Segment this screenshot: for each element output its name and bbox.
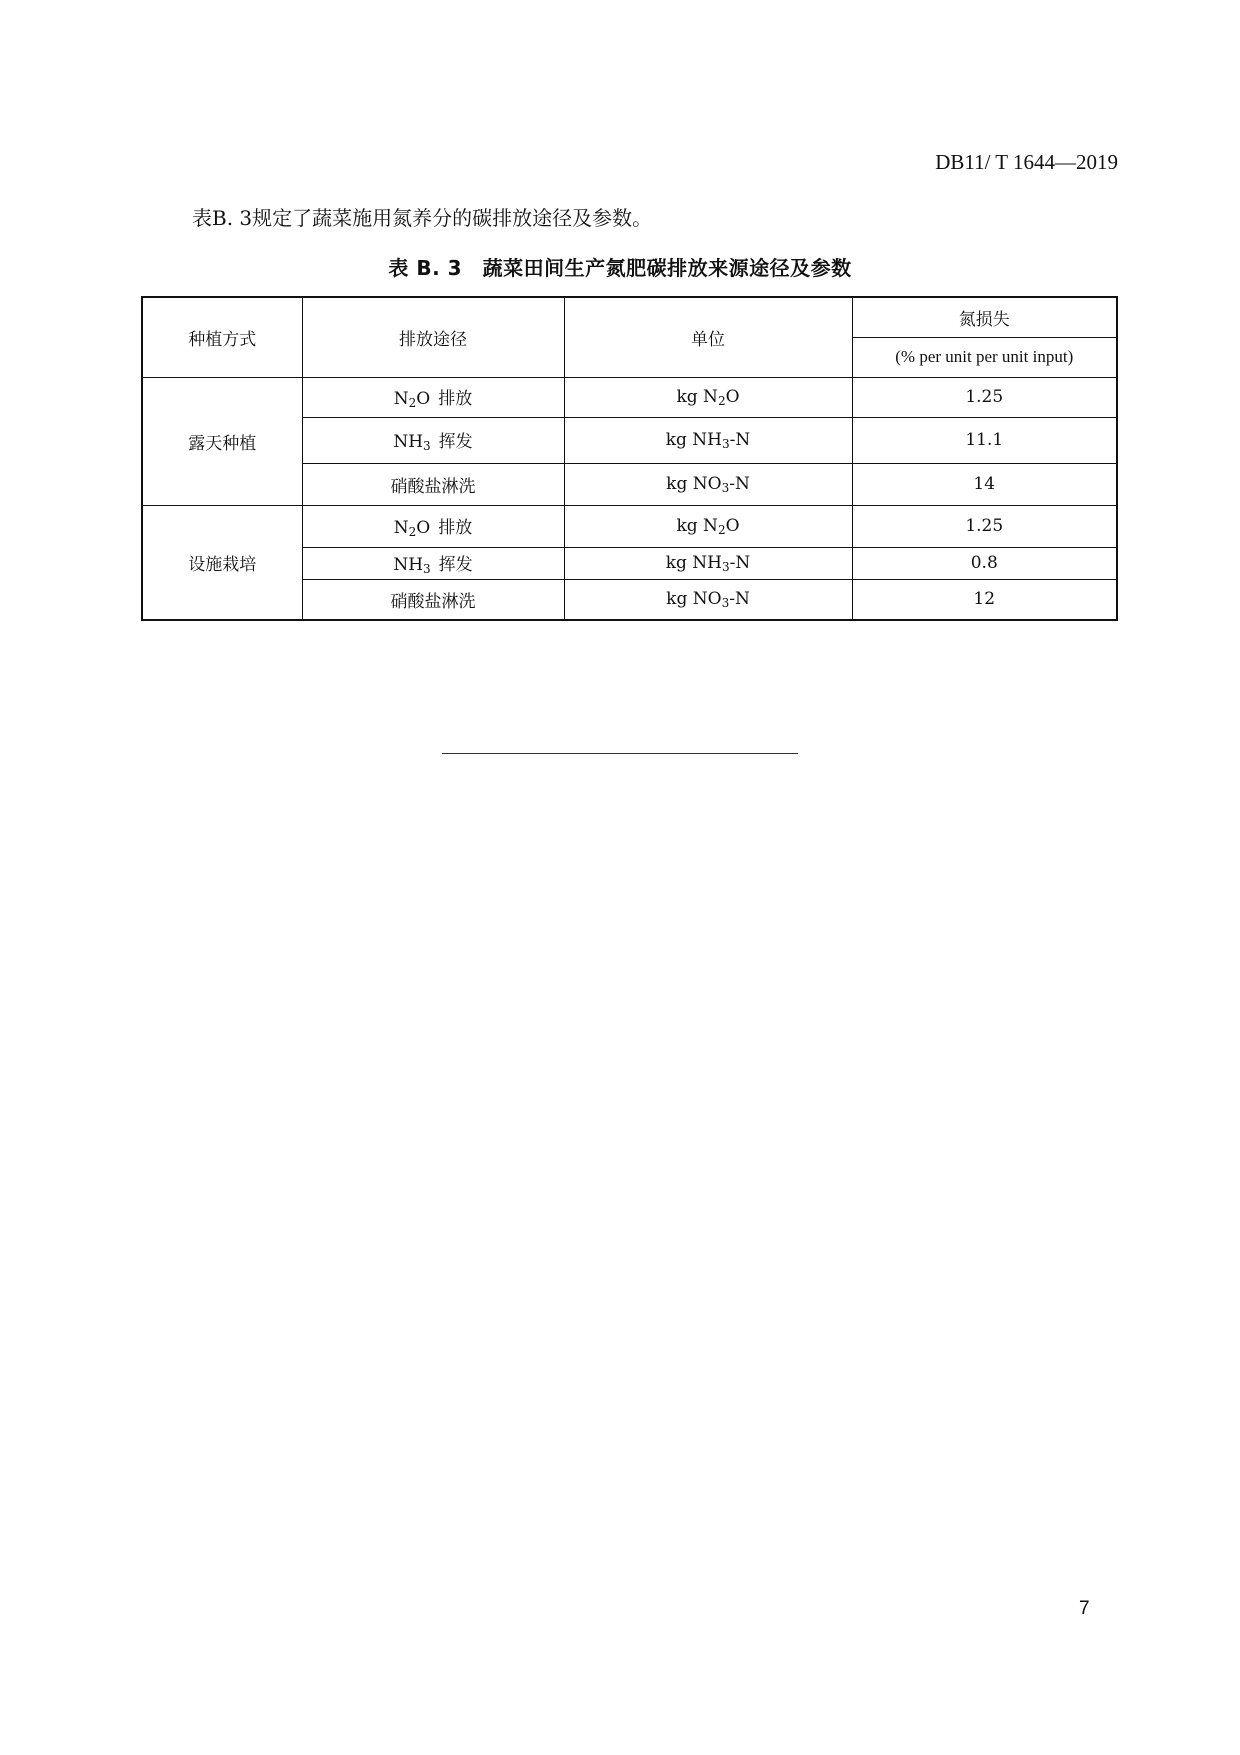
table-title: 表 B. 3 蔬菜田间生产氮肥碳排放来源途径及参数 [388, 256, 852, 280]
nitrogen-loss-value: 11.1 [852, 417, 1117, 463]
header-row [142, 297, 1117, 337]
nitrogen-loss-value: 14 [852, 463, 1117, 505]
path-subscript: 3 [423, 562, 431, 576]
header-planting-method: 种植方式 [142, 297, 302, 377]
header-emission-path: 排放途径 [302, 297, 564, 377]
unit-subscript: 3 [721, 595, 730, 610]
path-label: 挥发 [438, 432, 473, 452]
unit-cell [564, 547, 852, 579]
unit-cell [564, 463, 852, 505]
path-subscript: 2 [408, 525, 417, 539]
unit-subscript: 3 [722, 559, 730, 574]
unit-text: kg NO [666, 588, 722, 609]
page-number: 7 [1079, 1598, 1090, 1619]
unit-text: kg NH [665, 552, 723, 573]
unit-suffix: -N [729, 473, 750, 494]
header-nitrogen-loss: 氮损失 [852, 297, 1117, 337]
emission-path-cell: 硝酸盐淋洗 [302, 579, 564, 620]
unit-suffix: -N [729, 429, 751, 450]
path-subscript: 2 [408, 396, 417, 410]
nitrogen-loss-value: 1.25 [852, 505, 1117, 547]
unit-suffix: O [725, 515, 740, 536]
path-subscript: 3 [423, 439, 431, 453]
header-nitrogen-loss-unit: (% per unit per unit input) [852, 337, 1117, 377]
nitrogen-loss-value: 0.8 [852, 547, 1117, 579]
unit-subscript: 3 [721, 480, 730, 495]
path-formula: NH [393, 555, 424, 575]
path-formula: N [393, 518, 409, 538]
unit-text: kg NO [666, 473, 722, 494]
unit-text: kg N [676, 515, 718, 536]
unit-suffix: -N [729, 552, 751, 573]
end-of-section-rule [442, 753, 798, 754]
nitrogen-loss-value: 1.25 [852, 377, 1117, 417]
unit-suffix: O [725, 386, 740, 407]
emission-path-cell [302, 417, 564, 463]
path-label: 排放 [438, 389, 473, 409]
planting-method-cell: 设施栽培 [142, 505, 302, 620]
nitrogen-loss-value: 12 [852, 579, 1117, 620]
emission-path-cell [302, 377, 564, 417]
unit-suffix: -N [729, 588, 750, 609]
unit-cell [564, 417, 852, 463]
path-label: 挥发 [438, 555, 473, 575]
unit-cell [564, 505, 852, 547]
unit-text: kg N [676, 386, 718, 407]
path-formula-suffix: O [416, 518, 431, 538]
path-label: 排放 [438, 518, 473, 538]
emission-parameters-table [141, 296, 1118, 621]
path-formula: NH [393, 432, 424, 452]
table-row [142, 377, 1117, 417]
unit-subscript: 2 [717, 522, 726, 537]
path-formula-suffix: O [416, 389, 431, 409]
emission-path-cell: 硝酸盐淋洗 [302, 463, 564, 505]
unit-cell [564, 579, 852, 620]
unit-cell [564, 377, 852, 417]
document-code: DB11/ T 1644—2019 [935, 150, 1118, 174]
intro-paragraph: 表B. 3规定了蔬菜施用氮养分的碳排放途径及参数。 [192, 206, 653, 230]
emission-path-cell [302, 505, 564, 547]
unit-subscript: 2 [717, 393, 726, 408]
header-unit: 单位 [564, 297, 852, 377]
table-row [142, 505, 1117, 547]
planting-method-cell: 露天种植 [142, 377, 302, 505]
unit-subscript: 3 [722, 436, 730, 451]
unit-text: kg NH [665, 429, 723, 450]
emission-path-cell [302, 547, 564, 579]
path-formula: N [393, 389, 409, 409]
